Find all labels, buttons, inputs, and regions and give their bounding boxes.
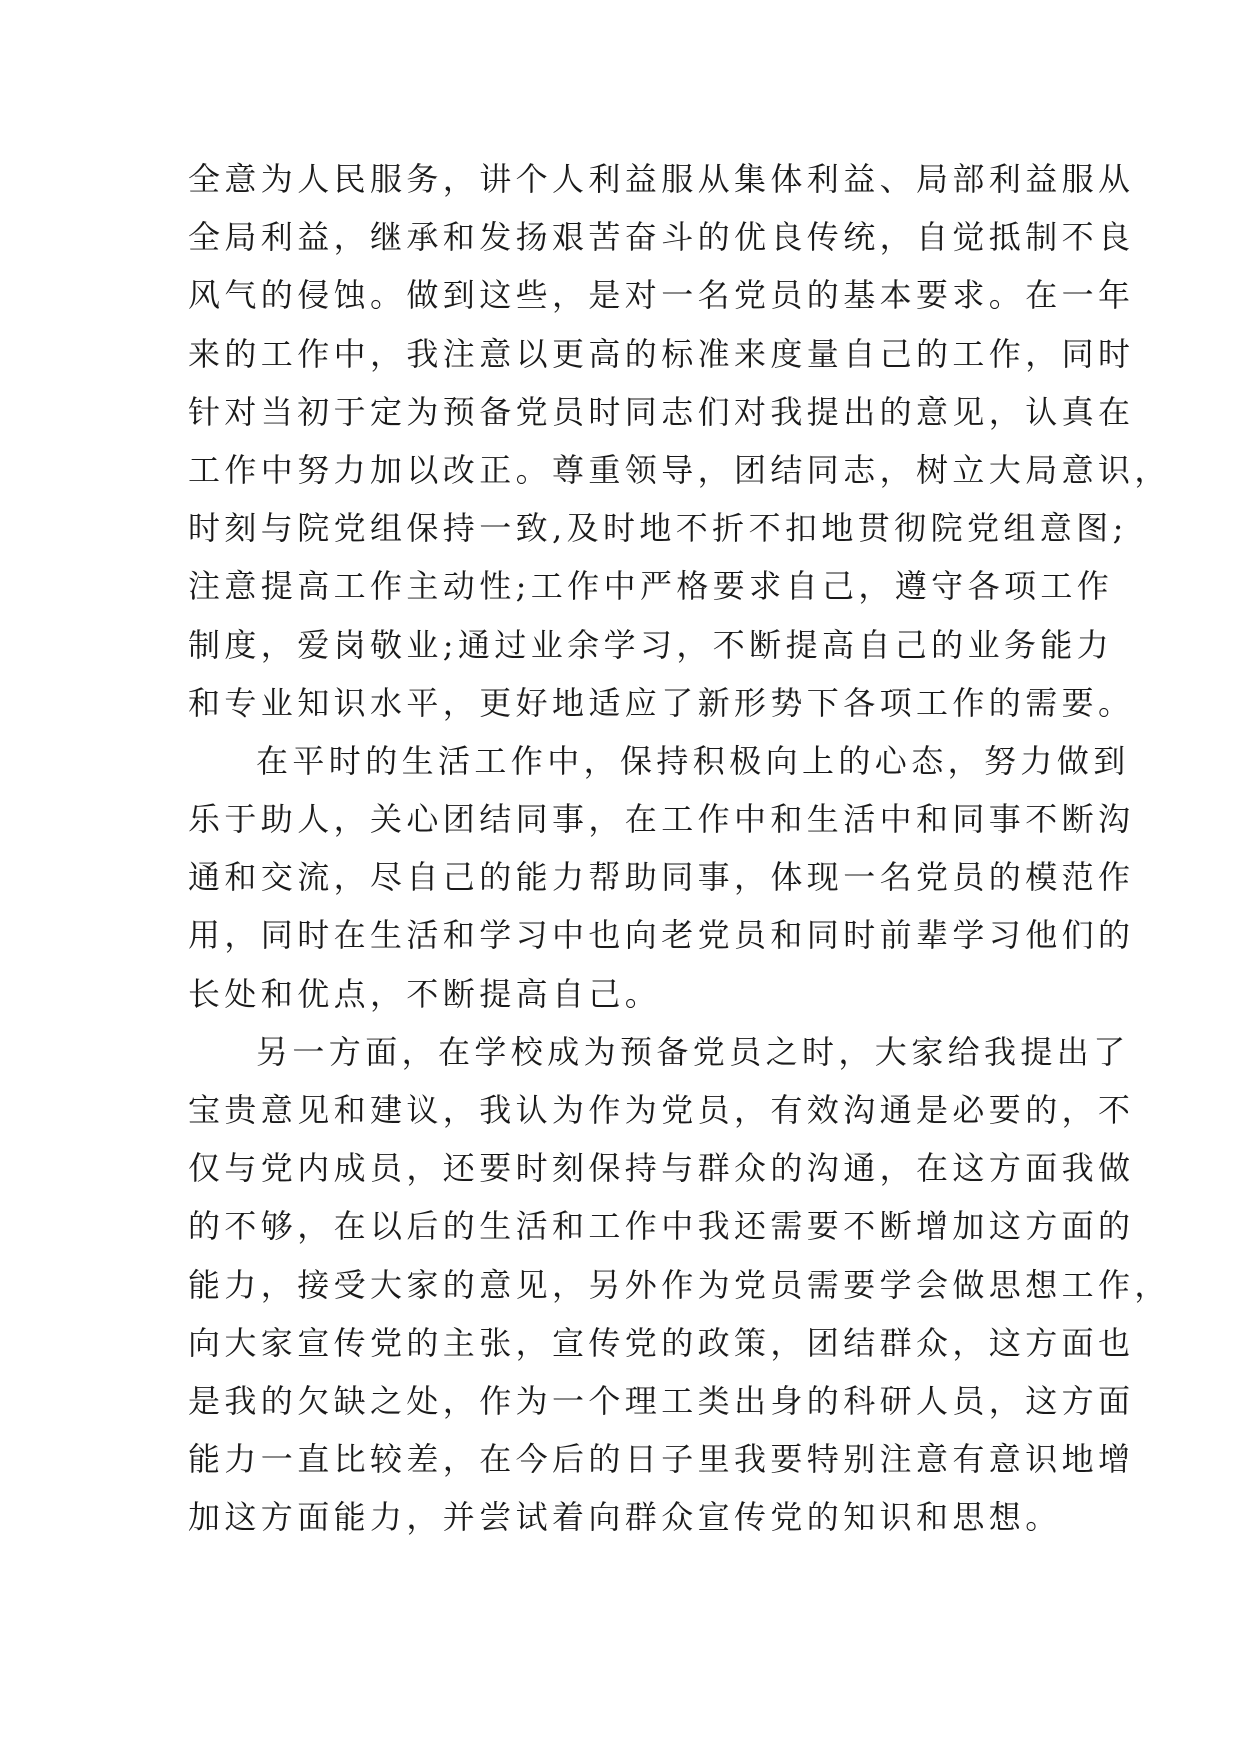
paragraph-1 (188, 150, 1171, 732)
text-line: 的不够，在以后的生活和工作中我还需要不断增加这方面的 (188, 1207, 1135, 1246)
text-line: 通和交流，尽自己的能力帮助同事，体现一名党员的模范作 (188, 858, 1135, 897)
text-line: 仅与党内成员，还要时刻保持与群众的沟通，在这方面我做 (188, 1149, 1135, 1188)
text-line: 长处和优点，不断提高自己。 (188, 974, 662, 1013)
paragraph-2 (188, 732, 1135, 1023)
text-line: 风气的侵蚀。做到这些，是对一名党员的基本要求。在一年 (188, 276, 1135, 315)
text-line: 用，同时在生活和学习中也向老党员和同时前辈学习他们的 (188, 916, 1135, 955)
text-line: 全意为人民服务，讲个人利益服从集体利益、局部利益服从 (188, 160, 1135, 198)
text-line: 工作中努力加以改正。尊重领导，团结同志，树立大局意识， (188, 450, 1171, 489)
text-line: 能力，接受大家的意见，另外作为党员需要学会做思想工作， (188, 1265, 1171, 1304)
text-line: 宝贵意见和建议，我认为作为党员，有效沟通是必要的，不 (188, 1091, 1135, 1129)
body-text (188, 150, 1171, 1547)
text-line-indented: 另一方面，在学校成为预备党员之时，大家给我提出了 (256, 1032, 1130, 1071)
text-line: 加这方面能力，并尝试着向群众宣传党的知识和思想。 (188, 1498, 1062, 1537)
text-line: 能力一直比较差，在今后的日子里我要特别注意有意识地增 (188, 1440, 1135, 1479)
text-line: 制度，爱岗敬业;通过业余学习，不断提高自己的业务能力 (188, 625, 1114, 664)
text-line: 是我的欠缺之处，作为一个理工类出身的科研人员，这方面 (188, 1381, 1135, 1420)
text-line: 针对当初于定为预备党员时同志们对我提出的意见，认真在 (188, 392, 1135, 431)
text-line: 时刻与院党组保持一致,及时地不折不扣地贯彻院党组意图; (188, 509, 1128, 548)
text-line: 注意提高工作主动性;工作中严格要求自己，遵守各项工作 (188, 567, 1114, 606)
text-line: 和专业知识水平，更好地适应了新形势下各项工作的需要。 (188, 683, 1135, 722)
paragraph-3 (188, 1023, 1171, 1547)
text-line-indented: 在平时的生活工作中，保持积极向上的心态，努力做到 (256, 741, 1130, 780)
text-line: 向大家宣传党的主张，宣传党的政策，团结群众，这方面也 (188, 1323, 1135, 1362)
text-line: 全局利益，继承和发扬艰苦奋斗的优良传统，自觉抵制不良 (188, 218, 1135, 257)
text-line: 来的工作中，我注意以更高的标准来度量自己的工作，同时 (188, 334, 1135, 373)
text-line: 乐于助人，关心团结同事，在工作中和生活中和同事不断沟 (188, 800, 1135, 839)
